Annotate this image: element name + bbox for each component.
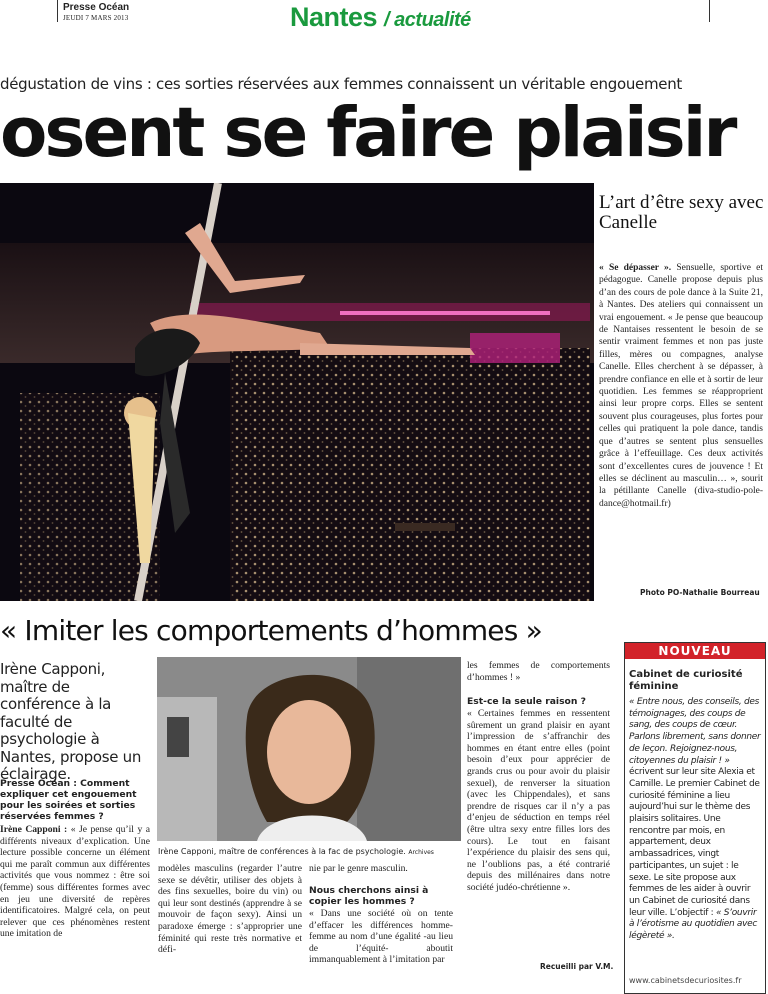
question-1: Presse Océan : Comment expliquer cet engouement pour les soirées et sorties réservées femmes ? [0,778,137,822]
answer-3: « Certaines femmes en ressentent sûrement un grand plaisir en ayant l’impression de s’affranchir des hommes en étant entre elles (point besoin d’eux pour apprécier de grands crus ou pour avoir du plaisir sexuel), de renverser la situation (avec les Chippendales), et sans prendre de risques car il n’y a pas d’enjeu de séduction en temps réel (être ultra sexy entre filles lors des cours). Le tout en faisant l’expérience du plaisir des sens qui, ne l’oublions pas, a été contrarié depuis des millénaires dans notre société judéo-chrétienne ». [467,708,610,893]
subsection-name: / actualité [384,9,471,31]
box-quote-1: « Entre nous, des conseils, des témoignages, des coups de sang, des coups de cœur. Parlons librement, sans donner de leçon. Rejoignez-nous, citoyennes du plaisir ! » [629,697,761,766]
signature: Recueilli par V.M. [540,962,614,971]
nouveau-label: NOUVEAU [625,643,765,659]
question-3: Est-ce la seule raison ? [467,696,586,707]
portrait-illustration [157,657,461,841]
sidebar-text: Sensuelle, sportive et pédagogue. Canelle propose depuis plus d’an des cours de pole dance à la Suite 21, à Nantes. Des ateliers qui connaissent un vrai engouement. « Je pense que beaucoup de Nantaises ressentent le besoin de se sentir vraiment femmes et non pas juste filles, mères ou compagnes, analyse Canelle. Elles cherchent à se dépasser, à prendre confiance en elle et à sortir de leur quotidien. Les femmes se réapproprient ainsi leur propre corps. Elles se sentent souvent plus courageuses, plus fortes pour celles qui pratiquent la pole dance, tandis que d’autres se sentent plus sensuelles grâce à l’effeuillage. Ces deux activités sont d’excellentes cures de jouvence ! Et elles se déclinent au masculin… », sourit la pétillante Canelle (diva-studio-pole-dance@hotmail.fr) [599,263,763,509]
box-quote-2: « S’ouvrir à l’érotisme au quotidien avec légèreté ». [629,907,758,942]
portrait-caption [158,847,434,856]
sidebar-body [599,262,763,510]
sidebar-title: L’art d’être sexy avec Canelle [599,192,764,233]
answer-2-end: les femmes de comportements d’hommes ! » [467,660,610,683]
sidebar-lead: « Se dépasser ». [599,263,672,273]
portrait-caption-text: Irène Capponi, maître de conférences à la fac de psychologie. [158,847,406,856]
box-body [629,697,761,943]
box-url: www.cabinetsdecuriosites.fr [629,976,742,985]
box-text: écrivent sur leur site Alexia et Camille. Le premier Cabinet de curiosité féminine a lieu aujourd’hui sur le thème des plaisirs solitaires. Une rencontre par mois, en appartement, deux ambassadrices, vingt participantes, un sujet : le sexe. Le site propose aux femmes de les aider à ouvrir un Cabinet de curiosité dans leur ville. L’objectif : [629,767,760,918]
answer-1-end: nie par le genre masculin. [309,863,408,874]
portrait-caption-credit: Archives [408,849,434,856]
question-2: Nous cherchons ainsi à copier les hommes ? [309,885,429,907]
box-title: Cabinet de curiosité féminine [629,669,743,692]
rule-right [709,0,710,22]
answer-1 [0,824,150,940]
photo-credit: Photo PO-Nathalie Bourreau [640,588,760,597]
pole-dance-photo [0,183,594,601]
paper-name: Presse Océan [63,2,130,13]
interview-lead: Irène Capponi, maître de conférence à la faculté de psychologie à Nantes, propose un éclairage. [0,660,142,783]
rule-left [57,0,58,22]
answer-1-continued: modèles masculins (regarder l’autre sexe se dévêtir, utiliser des objets à des fins sexuelles, boire du vin) ou qui leur sont destinés (apprendre à se mouvoir de façon sexy). Ainsi un paradoxe émerge : s’approprier une féminité qui reste très normative et défi- [158,863,302,956]
issue-date: JEUDI 7 MARS 2013 [63,14,129,22]
pole-dance-illustration [0,183,594,601]
section-name: Nantes [290,2,378,32]
answer-2: « Dans une société où on tente d’effacer les différences homme-femme au nom d’une égalité -au lieu de l’équité- aboutit immanquablement à l’imitation par [309,908,453,966]
section-title [290,2,471,33]
answer-1-speaker: Irène Capponi : [0,824,68,835]
portrait-photo [157,657,461,841]
headline: osent se faire plaisir [0,93,735,173]
kicker: dégustation de vins : ces sorties réservées aux femmes connaissent un véritable engouement [0,75,682,93]
answer-1-text: « Je pense qu’il y a différents niveaux d’explication. Une lecture possible concerne un élément qui me paraît commun aux différentes activités que vous nommez : être soi (femme) sous différentes formes avec en jeu une diversité de repères identificatoires. Malgré cela, on peut relever que ces phénomènes restent une imitation de [0,824,150,940]
interview-headline: « Imiter les comportements d’hommes » [0,614,542,647]
